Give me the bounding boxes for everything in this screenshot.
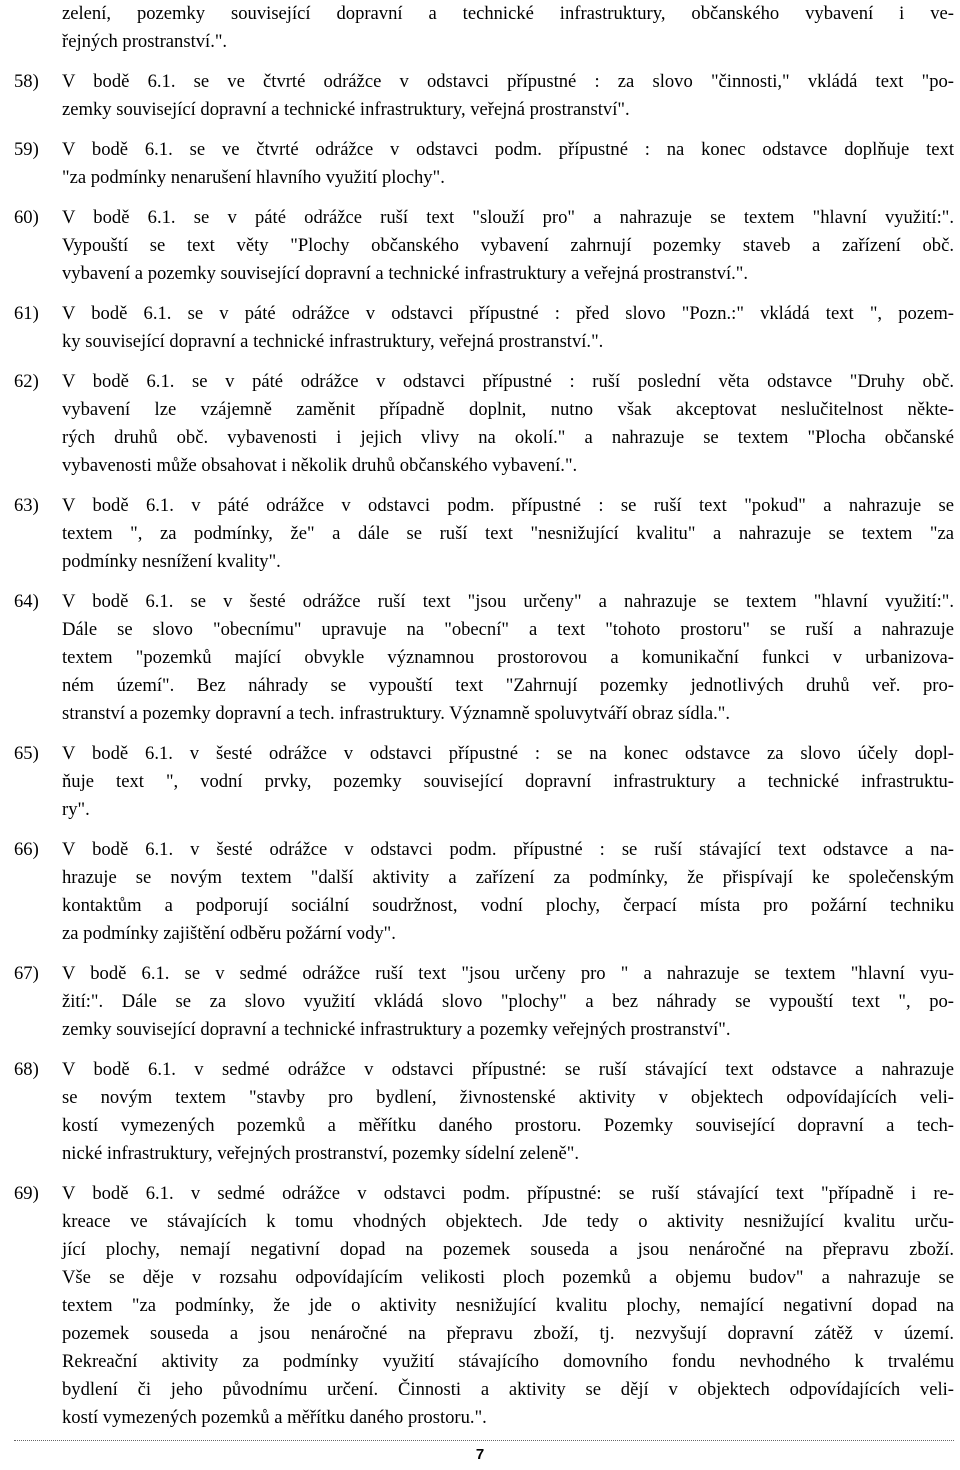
item-number: 62)	[14, 371, 39, 392]
text-line: pozemek souseda a jsou nenáročné na přepravu zboží, tj. nezvyšují dopravní zátěž v území.	[62, 1323, 954, 1344]
continuation-paragraph	[62, 0, 954, 56]
text-line: zemky související dopravní a technické infrastruktury, veřejná prostranství".	[62, 99, 630, 120]
text-line: ném území". Bez náhrady se vypouští text "Zahrnují pozemky jednotlivých druhů veř. pro-	[62, 675, 954, 696]
item-number: 63)	[14, 495, 39, 516]
amendment-item	[14, 492, 954, 576]
text-line: se novým textem "stavby pro bydlení, živnostenské aktivity v objektech odpovídajících veli-	[62, 1087, 954, 1108]
item-text	[62, 1056, 954, 1168]
item-number: 59)	[14, 139, 39, 160]
item-text	[62, 836, 954, 948]
item-text	[62, 1180, 954, 1432]
text-line: ky související dopravní a technické infrastruktury, veřejná prostranství.".	[62, 331, 604, 352]
text-line: bydlení či jeho původnímu určení. Činnosti a aktivity se dějí v objektech odpovídajících veli-	[62, 1379, 954, 1400]
text-line: V bodě 6.1. se v páté odrážce v odstavci přípustné : před slovo "Pozn.:" vkládá text ", pozem-	[62, 303, 954, 324]
amendment-item	[14, 368, 954, 480]
text-line: zemky související dopravní a technické infrastruktury a pozemky veřejných prostranství".	[62, 1019, 731, 1040]
text-line: řejných prostranství.".	[62, 31, 228, 52]
text-line: textem "za podmínky, že jde o aktivity nesnižující kvalitu plochy, nemající negativní dopad na	[62, 1295, 954, 1316]
text-line: V bodě 6.1. v šesté odrážce v odstavci přípustné : se na konec odstavce za slovo účely dopl-	[62, 743, 954, 764]
document-body	[14, 0, 954, 1432]
item-text	[62, 300, 954, 356]
amendment-item	[14, 740, 954, 824]
text-line: Vypouští se text věty "Plochy občanského vybavení zahrnují pozemky staveb a zařízení obč.	[62, 235, 954, 256]
item-text	[62, 740, 954, 824]
item-text	[62, 960, 954, 1044]
text-line: V bodě 6.1. se v šesté odrážce ruší text "jsou určeny" a nahrazuje se textem "hlavní využití:".	[62, 591, 954, 612]
text-line: Vše se děje v rozsahu odpovídajícím velikosti ploch pozemků a objemu budov" a nahrazuje se	[62, 1267, 954, 1288]
footer-divider	[14, 1440, 954, 1441]
text-line: V bodě 6.1. v sedmé odrážce v odstavci podm. přípustné: se ruší stávající text "případně i re-	[62, 1183, 954, 1204]
text-line: V bodě 6.1. v páté odrážce v odstavci podm. přípustné : se ruší text "pokud" a nahrazuje se	[62, 495, 954, 516]
text-line: Dále se slovo "obecnímu" upravuje na "obecní" a text "tohoto prostoru" se ruší a nahrazuje	[62, 619, 954, 640]
text-line: kostí vymezených pozemků a měřítku daného prostoru. Pozemky související dopravní a tech-	[62, 1115, 954, 1136]
amendment-item	[14, 836, 954, 948]
amendment-item	[14, 1056, 954, 1168]
text-line: vybavení a pozemky související dopravní a technické infrastruktury a veřejná prostranství.".	[62, 263, 749, 284]
item-number: 58)	[14, 71, 39, 92]
text-line: nické infrastruktury, veřejných prostranství, pozemky sídelní zeleně".	[62, 1143, 580, 1164]
amendment-item	[14, 136, 954, 192]
item-text	[62, 492, 954, 576]
text-line: stranství a pozemky dopravní a tech. infrastruktury. Významně spoluvytváří obraz sídla.".	[62, 703, 731, 724]
page-number: 7	[475, 1446, 485, 1463]
text-line: žití:". Dále se za slovo využití vkládá slovo "plochy" a bez náhrady se vypouští text ", po-	[62, 991, 954, 1012]
text-line: "za podmínky nenarušení hlavního využití plochy".	[62, 167, 445, 188]
text-line: kontaktům a podporují sociální soudržnost, vodní plochy, čerpací místa pro požární techniku	[62, 895, 954, 916]
text-line: V bodě 6.1. v šesté odrážce v odstavci podm. přípustné : se ruší stávající text odstavce a na-	[62, 839, 954, 860]
text-line: V bodě 6.1. se v páté odrážce v odstavci přípustné : ruší poslední věta odstavce "Druhy obč.	[62, 371, 954, 392]
text-line: ry".	[62, 799, 90, 820]
text-line: V bodě 6.1. se v páté odrážce ruší text "slouží pro" a nahrazuje se textem "hlavní využití:".	[62, 207, 954, 228]
amendment-item	[14, 1180, 954, 1432]
item-text	[62, 204, 954, 288]
item-number: 64)	[14, 591, 39, 612]
text-line: V bodě 6.1. v sedmé odrážce v odstavci přípustné: se ruší stávající text odstavce a nahrazuje	[62, 1059, 954, 1080]
text-line: V bodě 6.1. se ve čtvrté odrážce v odstavci podm. přípustné : na konec odstavce doplňuje text	[62, 139, 954, 160]
item-number: 68)	[14, 1059, 39, 1080]
text-line: vybavení lze vzájemně zaměnit případně doplnit, nutno však akceptovat neslučitelnost někte-	[62, 399, 954, 420]
amendment-item	[14, 960, 954, 1044]
item-text	[62, 588, 954, 728]
text-line: textem "pozemků mající obvykle významnou prostorovou a komunikační funkci v urbanizova-	[62, 647, 954, 668]
item-number: 66)	[14, 839, 39, 860]
item-number: 65)	[14, 743, 39, 764]
amendment-item	[14, 68, 954, 124]
item-number: 67)	[14, 963, 39, 984]
text-line: V bodě 6.1. se v sedmé odrážce ruší text "jsou určeny pro " a nahrazuje se textem "hlavní vyu-	[62, 963, 954, 984]
item-number: 60)	[14, 207, 39, 228]
text-line: kreace ve stávajících k tomu vhodných objektech. Jde tedy o aktivity nesnižující kvalitu urču-	[62, 1211, 954, 1232]
text-line: hrazuje se novým textem "další aktivity a zařízení za podmínky, že přispívají ke společenským	[62, 867, 954, 888]
text-line: za podmínky zajištění odběru požární vody".	[62, 923, 396, 944]
item-text	[62, 136, 954, 192]
item-number: 61)	[14, 303, 39, 324]
text-line: textem ", za podmínky, že" a dále se ruší text "nesnižující kvalitu" a nahrazuje se textem "za	[62, 523, 954, 544]
text-line: zelení, pozemky související dopravní a technické infrastruktury, občanského vybavení i ve-	[62, 3, 954, 24]
text-line: ňuje text ", vodní prvky, pozemky související dopravní infrastruktury a technické infrastruktu-	[62, 771, 954, 792]
text-line: jící plochy, nemají negativní dopad na pozemek souseda a jsou nenáročné na přepravu zboží.	[62, 1239, 954, 1260]
amendment-item	[14, 300, 954, 356]
item-number: 69)	[14, 1183, 39, 1204]
item-text	[62, 368, 954, 480]
text-line: rých druhů obč. vybavenosti i jejich vlivy na okolí." a nahrazuje se textem "Plocha občanské	[62, 427, 954, 448]
amendment-item	[14, 588, 954, 728]
text-line: V bodě 6.1. se ve čtvrté odrážce v odstavci přípustné : za slovo "činnosti," vkládá text "po-	[62, 71, 954, 92]
text-line: Rekreační aktivity za podmínky využití stávajícího domovního fondu nevhodného k trvalému	[62, 1351, 954, 1372]
item-text	[62, 68, 954, 124]
amendment-item	[14, 204, 954, 288]
text-line: kostí vymezených pozemků a měřítku daného prostoru.".	[62, 1407, 487, 1428]
text-line: podmínky nesnížení kvality".	[62, 551, 281, 572]
text-line: vybavenosti může obsahovat i několik druhů občanského vybavení.".	[62, 455, 578, 476]
